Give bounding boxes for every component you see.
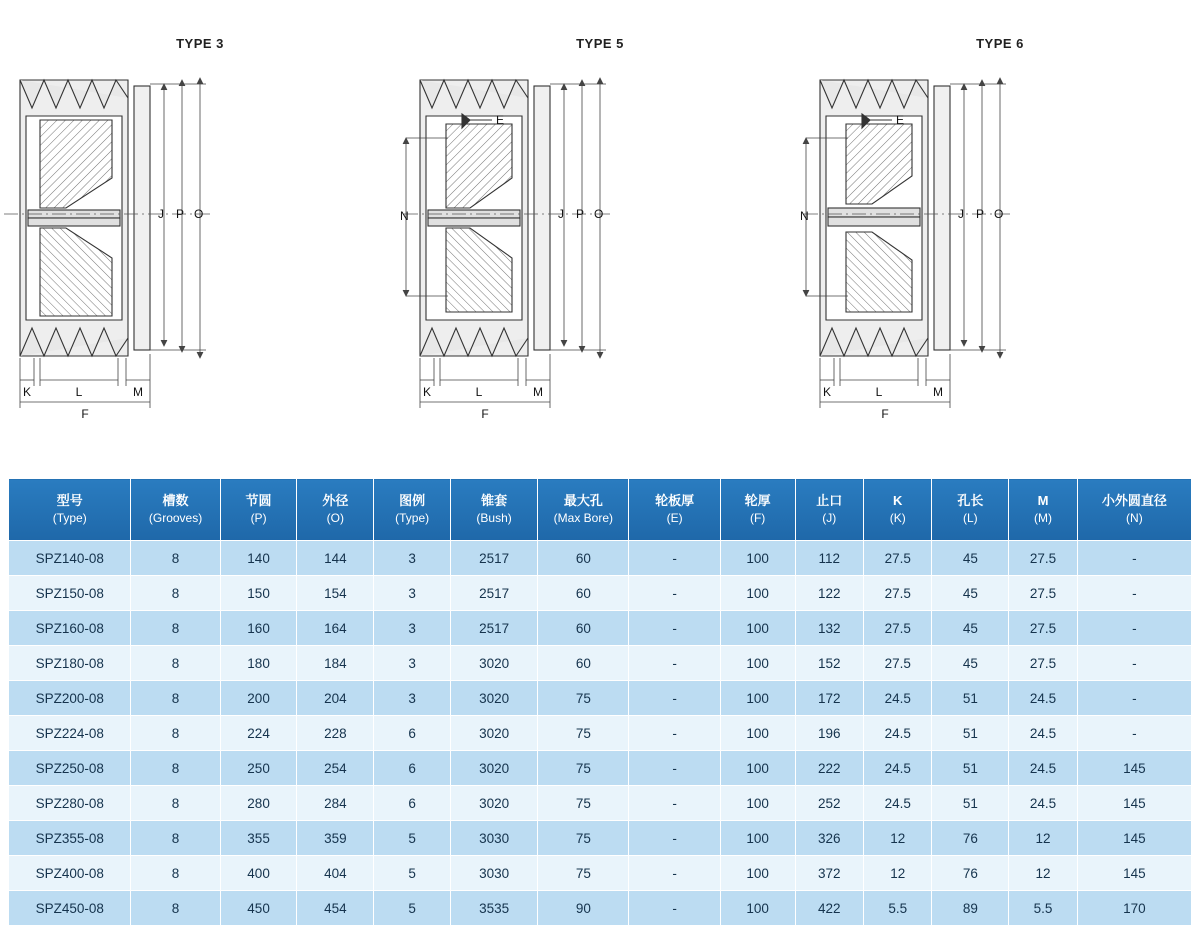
col-header-figure-type [374,479,451,541]
cell-value: 12 [1009,821,1077,856]
table-row[interactable] [9,751,1192,786]
col-header-main: 孔长 [957,493,984,509]
cell-value: - [1077,541,1191,576]
col-header-main: 小外圆直径 [1101,493,1167,509]
cell-value: 76 [932,821,1009,856]
cell-value: 3030 [451,856,538,891]
table-row[interactable] [9,646,1192,681]
table-row[interactable] [9,611,1192,646]
col-header-sub: (N) [1126,510,1143,525]
cell-value: 160 [220,611,297,646]
cell-value: 112 [795,541,863,576]
cell-value: 100 [720,681,795,716]
cell-value: 100 [720,821,795,856]
cell-value: 12 [863,856,931,891]
cell-value: 12 [863,821,931,856]
cell-value: 8 [131,856,220,891]
cell-value: 2517 [451,576,538,611]
col-header-main: 最大孔 [563,493,603,509]
cell-value: - [629,681,720,716]
dim-label-O: O [994,207,1004,221]
dim-label-P: P [976,207,985,221]
table-row[interactable] [9,541,1192,576]
cell-value: 75 [538,751,629,786]
dim-label-J: J [158,207,164,221]
cell-value: 100 [720,856,795,891]
cell-value: 100 [720,891,795,926]
cell-value: 45 [932,541,1009,576]
cell-value: - [629,541,720,576]
cell-value: 2517 [451,541,538,576]
col-header-main: 止口 [816,493,843,509]
col-header-main: 轮厚 [744,493,771,509]
dim-label-M: M [933,385,943,399]
cell-value: 27.5 [863,576,931,611]
figure-type-3 [0,0,400,455]
cell-type: SPZ355-08 [9,821,131,856]
table-row[interactable] [9,576,1192,611]
cell-type: SPZ140-08 [9,541,131,576]
cell-value: 100 [720,786,795,821]
cell-type: SPZ200-08 [9,681,131,716]
dim-label-N: N [400,209,409,223]
cell-value: 24.5 [863,786,931,821]
col-header-sub: (F) [749,510,766,525]
col-header-outside-diameter [297,479,374,541]
col-header-sub: (Bush) [476,510,512,525]
col-header-sub: (Type) [395,510,430,525]
cell-value: 60 [538,611,629,646]
col-header-sub: (Grooves) [148,510,203,525]
cell-value: 24.5 [1009,681,1077,716]
cell-value: 76 [932,856,1009,891]
cell-value: 8 [131,681,220,716]
col-header-web-thickness [629,479,720,541]
cell-value: 24.5 [863,716,931,751]
col-header-main: K [893,493,903,509]
dim-label-O: O [194,207,204,221]
cell-value: 51 [932,716,1009,751]
cell-value: 450 [220,891,297,926]
cell-value: 27.5 [1009,541,1077,576]
cell-value: 90 [538,891,629,926]
cell-type: SPZ180-08 [9,646,131,681]
cell-value: 170 [1077,891,1191,926]
col-header-sub: (L) [963,510,978,525]
cell-value: 3 [374,681,451,716]
cell-value: 144 [297,541,374,576]
cell-value: 60 [538,541,629,576]
col-header-small-outer-diameter [1077,479,1191,541]
cell-value: 24.5 [1009,716,1077,751]
col-header-bush [451,479,538,541]
type5-drawing [400,58,800,438]
cell-value: 200 [220,681,297,716]
table-header-row [9,479,1192,541]
cell-value: 3020 [451,786,538,821]
dim-label-E: E [896,113,905,127]
cell-value: 45 [932,611,1009,646]
cell-value: 8 [131,891,220,926]
cell-type: SPZ280-08 [9,786,131,821]
cell-value: 172 [795,681,863,716]
table-row[interactable] [9,821,1192,856]
cell-value: 228 [297,716,374,751]
cell-value: 404 [297,856,374,891]
cell-value: 24.5 [863,681,931,716]
table-row[interactable] [9,681,1192,716]
col-header-main: M [1037,493,1049,509]
cell-type: SPZ250-08 [9,751,131,786]
cell-value: 5.5 [1009,891,1077,926]
col-header-main: 外径 [322,493,349,509]
cell-value: - [1077,681,1191,716]
cell-value: 45 [932,576,1009,611]
cell-value: 24.5 [863,751,931,786]
cell-value: 27.5 [863,611,931,646]
cell-value: 150 [220,576,297,611]
cell-value: 6 [374,751,451,786]
col-header-sub: (O) [326,510,344,525]
dim-label-F: F [81,407,89,421]
cell-value: 180 [220,646,297,681]
cell-value: 3020 [451,716,538,751]
cell-value: 51 [932,751,1009,786]
dim-label-J: J [958,207,964,221]
type6-drawing [800,58,1200,438]
cell-value: 100 [720,611,795,646]
cell-value: 27.5 [1009,576,1077,611]
col-header-main: 节圆 [245,493,272,509]
dim-label-M: M [133,385,143,399]
dim-label-L: L [475,385,483,399]
cell-value: 372 [795,856,863,891]
cell-value: 8 [131,786,220,821]
cell-value: 3535 [451,891,538,926]
cell-value: 254 [297,751,374,786]
cell-value: 2517 [451,611,538,646]
col-header-max-bore [538,479,629,541]
dim-label-K: K [822,385,832,399]
col-header-sub: (Max Bore) [553,510,613,525]
cell-value: 400 [220,856,297,891]
cell-value: 250 [220,751,297,786]
cell-value: 24.5 [1009,751,1077,786]
cell-value: 140 [220,541,297,576]
col-header-main: 槽数 [162,493,189,509]
cell-value: 355 [220,821,297,856]
cell-value: 152 [795,646,863,681]
col-header-grooves [131,479,220,541]
cell-value: 75 [538,716,629,751]
cell-value: 164 [297,611,374,646]
cell-value: - [629,821,720,856]
cell-value: 45 [932,646,1009,681]
figure-title: TYPE 5 [576,36,624,51]
cell-type: SPZ450-08 [9,891,131,926]
cell-type: SPZ150-08 [9,576,131,611]
cell-value: - [629,856,720,891]
cell-value: 145 [1077,786,1191,821]
cell-value: 3020 [451,646,538,681]
cell-value: 3 [374,646,451,681]
dim-label-F: F [481,407,489,421]
cell-value: - [629,646,720,681]
col-header-k [863,479,931,541]
cell-value: 12 [1009,856,1077,891]
cell-value: 3020 [451,681,538,716]
col-header-pitch-diameter [220,479,297,541]
cell-value: - [1077,716,1191,751]
cell-value: 224 [220,716,297,751]
cell-value: 8 [131,611,220,646]
cell-value: 5 [374,856,451,891]
dim-label-N: N [800,209,809,223]
cell-value: 454 [297,891,374,926]
cell-value: 5 [374,891,451,926]
cell-value: - [1077,611,1191,646]
cell-value: 326 [795,821,863,856]
dim-label-K: K [422,385,432,399]
figure-type-6 [800,0,1200,455]
col-header-sub: (E) [666,510,683,525]
cell-value: 280 [220,786,297,821]
cell-value: 222 [795,751,863,786]
cell-value: - [629,891,720,926]
cell-value: 27.5 [1009,611,1077,646]
drawings-row [0,0,1200,455]
table-row[interactable] [9,716,1192,751]
figure-title: TYPE 6 [976,36,1024,51]
col-header-sub: (P) [250,510,267,525]
cell-value: 8 [131,646,220,681]
cell-value: 51 [932,681,1009,716]
col-header-bore-length [932,479,1009,541]
table-row[interactable] [9,891,1192,926]
cell-value: 145 [1077,856,1191,891]
cell-value: 5.5 [863,891,931,926]
cell-value: 75 [538,856,629,891]
cell-value: 132 [795,611,863,646]
col-header-main: 图例 [399,493,426,509]
spec-table [8,478,1192,926]
cell-value: 8 [131,576,220,611]
cell-value: 100 [720,541,795,576]
col-header-main: 型号 [56,493,83,509]
cell-value: 184 [297,646,374,681]
dim-label-F: F [881,407,889,421]
cell-value: 8 [131,716,220,751]
figure-type-5 [400,0,800,455]
cell-value: 75 [538,786,629,821]
table-body [9,541,1192,926]
cell-value: 27.5 [863,541,931,576]
cell-value: 100 [720,716,795,751]
dim-label-L: L [75,385,83,399]
col-header-m [1009,479,1077,541]
type3-drawing [0,58,400,438]
cell-value: 284 [297,786,374,821]
figure-title: TYPE 3 [176,36,224,51]
cell-value: - [629,786,720,821]
col-header-j [795,479,863,541]
cell-value: 100 [720,751,795,786]
col-header-sub: (Type) [52,510,87,525]
col-header-sub: (M) [1033,510,1052,525]
dim-label-J: J [558,207,564,221]
cell-value: 3 [374,611,451,646]
cell-value: 100 [720,576,795,611]
cell-value: 122 [795,576,863,611]
cell-value: - [629,751,720,786]
cell-value: 8 [131,541,220,576]
cell-value: 60 [538,576,629,611]
dim-label-E: E [496,113,505,127]
cell-value: 8 [131,751,220,786]
col-header-main: 锥套 [481,493,508,509]
cell-value: 145 [1077,751,1191,786]
cell-value: 24.5 [1009,786,1077,821]
dim-label-K: K [22,385,32,399]
cell-value: 196 [795,716,863,751]
spec-table-wrap [8,478,1192,926]
dim-label-L: L [875,385,883,399]
cell-value: 5 [374,821,451,856]
cell-value: 3030 [451,821,538,856]
cell-value: 145 [1077,821,1191,856]
col-header-sub: (J) [822,510,837,525]
col-header-sub: (K) [889,510,906,525]
col-header-main: 轮板厚 [655,493,695,509]
cell-value: 422 [795,891,863,926]
col-header-face-width [720,479,795,541]
col-header-type [9,479,131,541]
cell-value: - [1077,646,1191,681]
cell-value: 51 [932,786,1009,821]
dim-label-P: P [176,207,185,221]
cell-value: 75 [538,681,629,716]
table-row[interactable] [9,856,1192,891]
cell-value: 359 [297,821,374,856]
cell-value: - [1077,576,1191,611]
cell-value: 252 [795,786,863,821]
table-row[interactable] [9,786,1192,821]
cell-type: SPZ224-08 [9,716,131,751]
cell-value: - [629,611,720,646]
cell-value: - [629,716,720,751]
cell-value: 27.5 [863,646,931,681]
cell-value: 60 [538,646,629,681]
cell-type: SPZ160-08 [9,611,131,646]
cell-value: 100 [720,646,795,681]
cell-value: 3020 [451,751,538,786]
cell-value: - [629,576,720,611]
cell-value: 27.5 [1009,646,1077,681]
cell-value: 6 [374,716,451,751]
cell-value: 154 [297,576,374,611]
cell-value: 6 [374,786,451,821]
dim-label-M: M [533,385,543,399]
cell-value: 204 [297,681,374,716]
cell-value: 8 [131,821,220,856]
cell-value: 89 [932,891,1009,926]
cell-value: 75 [538,821,629,856]
cell-value: 3 [374,576,451,611]
cell-type: SPZ400-08 [9,856,131,891]
dim-label-P: P [576,207,585,221]
cell-value: 3 [374,541,451,576]
dim-label-O: O [594,207,604,221]
